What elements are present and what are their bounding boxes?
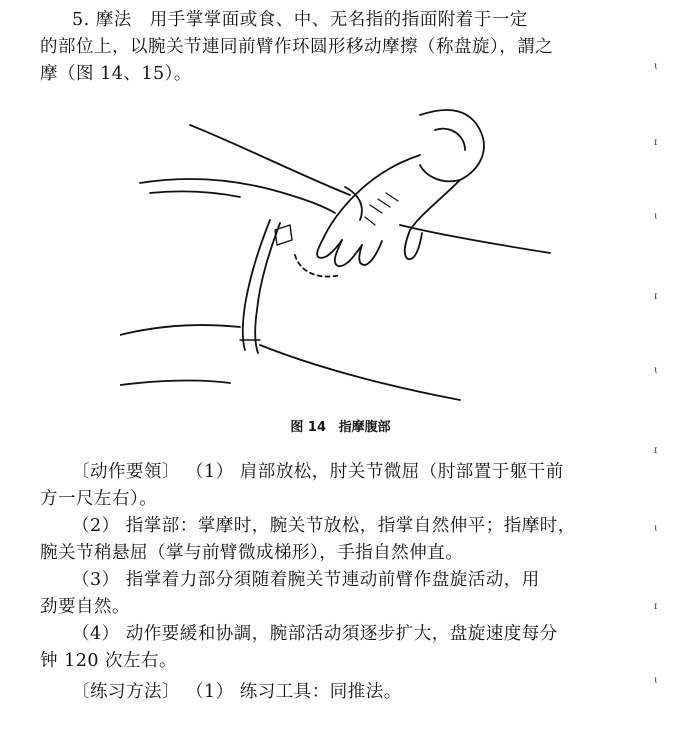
essentials-p4-line-1 (40, 622, 600, 647)
figure-caption (0, 416, 681, 435)
essentials-p3-line-2: 劲要自然。 (40, 597, 130, 617)
practice-line-1 (40, 680, 600, 705)
figure-title: 指摩腹部 (338, 420, 391, 435)
lower-torso (120, 325, 240, 335)
margin-mark: ɩ (654, 211, 658, 222)
hand-hatch-2 (378, 199, 390, 207)
practice-line-1-text: 〔练习方法〕 （1） 练习工具：同推法。 (72, 682, 402, 702)
cuff-inner (435, 129, 465, 150)
margin-mark: ɪ (654, 445, 658, 456)
hand-massaging-abdomen-illustration (120, 95, 560, 405)
essentials-p1-line-2: 方一尺左右）。 (40, 489, 158, 509)
essentials-p3-line-1 (40, 568, 600, 593)
margin-mark: ɩ (654, 675, 658, 686)
essentials-p1-line-1-text: 〔动作要領〕 （1） 肩部放松，肘关节微屈（肘部置于躯干前 (72, 462, 564, 482)
essentials-p3-line-1-text: （3） 指掌着力部分須随着腕关节連动前臂作盘旋活动，用 (72, 570, 540, 590)
essentials-p2-line-1 (40, 514, 600, 539)
waistband-left (243, 220, 270, 350)
margin-mark: ɪ (654, 291, 658, 302)
margin-mark: ɪ (654, 601, 658, 612)
intro-line-1 (40, 8, 600, 33)
thumb (405, 230, 422, 259)
intro-line-1-text: 5. 摩法 用手掌掌面或食、中、无名指的指面附着于一定 (72, 10, 528, 30)
essentials-p1-line-1 (40, 460, 600, 485)
margin-mark: ɩ (654, 61, 658, 72)
shirt-cuff (420, 110, 484, 181)
circular-motion-dashes (295, 255, 340, 277)
hand-hatch-1 (370, 205, 382, 213)
margin-mark: ɩ (654, 365, 658, 376)
essentials-p4-line-1-text: （4） 动作要緩和协調，腕部活动須逐步扩大，盘旋速度每分 (72, 624, 558, 644)
finger-3 (359, 241, 382, 265)
margin-mark: ɩ (654, 523, 658, 534)
intro-line-2: 的部位上，以腕关节連同前臂作环圆形移动摩擦（称盘旋），謂之 (40, 37, 554, 57)
sleeve-upper (190, 125, 350, 195)
margin-mark: ɪ (654, 137, 658, 148)
intro-line-3: 摩（图 14、15）。 (40, 64, 192, 84)
figure-number: 图 14 (290, 420, 327, 435)
hand-palm-edge (410, 180, 460, 230)
torso-back-line (150, 191, 240, 197)
hand-hatch-3 (386, 193, 398, 201)
hip-line (260, 345, 460, 400)
essentials-p2-line-1-text: （2） 指掌部：掌摩时，腕关节放松，指掌自然伸平；指摩时， (72, 516, 576, 536)
hand-hatch-4 (365, 217, 375, 225)
essentials-p4-line-2: 钟 120 次左右。 (40, 651, 178, 671)
ground-line (120, 381, 230, 385)
essentials-p2-line-2: 腕关节稍悬屈（掌与前臂微成梯形），手指自然伸直。 (40, 543, 464, 563)
thigh-line (400, 225, 550, 253)
